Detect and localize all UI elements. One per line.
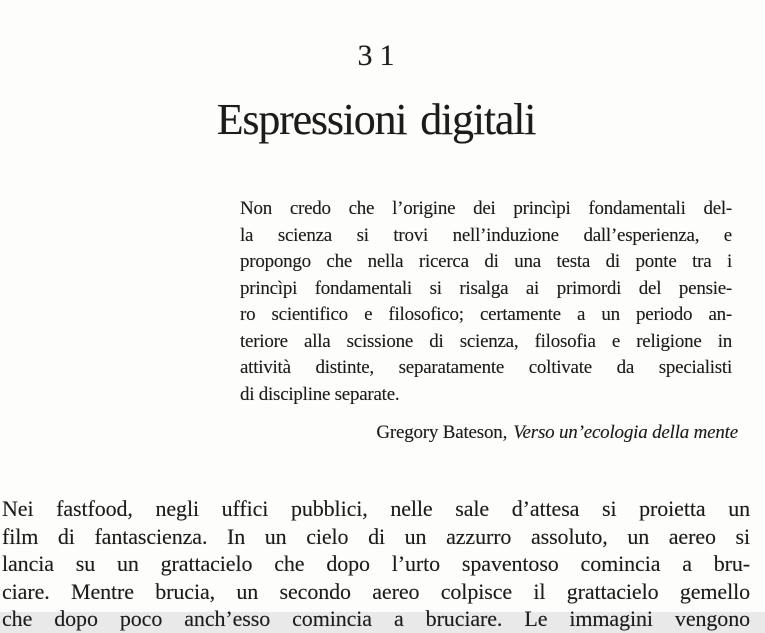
epigraph-line: di discipline separate. [240, 383, 400, 405]
body-text-line-partial: che dopo poco anch’esso comincia a bruciare. Le immagini vengono [2, 606, 750, 631]
attribution-author: Gregory Bateson, [376, 422, 508, 443]
chapter-title: Espressioni digitali [216, 95, 536, 144]
body-text-line: ciare. Mentre brucia, un secondo aereo colpisce il grattacielo gemello [2, 578, 750, 604]
epigraph-line: teriore alla scissione di scienza, filosofia e religione in [240, 330, 732, 352]
body-paragraph [2, 495, 750, 633]
chapter-number: 31 [357, 39, 402, 72]
epigraph-block [240, 196, 732, 408]
epigraph-line: la scienza si trovi nell’induzione dall’esperienza, e [240, 224, 732, 246]
body-text-line: Nei fastfood, negli uffici pubblici, nelle sale d’attesa si proietta un [2, 496, 750, 521]
body-text-line: lancia su un grattacielo che dopo l’urto spaventoso comincia a bru- [2, 551, 750, 576]
epigraph-line: propongo che nella ricerca di una testa di ponte tra i [240, 251, 732, 272]
epigraph-line: princìpi fondamentali si risalga ai primordi del pensie- [240, 277, 732, 299]
attribution-work-title: Verso un’ecologia della mente [513, 422, 738, 443]
epigraph-line: Non credo che l’origine dei princìpi fondamentali del- [240, 198, 732, 219]
epigraph-line: ro scientifico e filosofico; certamente a un periodo an- [240, 304, 732, 325]
epigraph-attribution [240, 420, 738, 446]
epigraph-line: attività distinte, separatamente coltivate da specialisti [240, 357, 732, 378]
body-text-line: film di fantascienza. In un cielo di un azzurro assoluto, un aereo si [2, 523, 750, 549]
